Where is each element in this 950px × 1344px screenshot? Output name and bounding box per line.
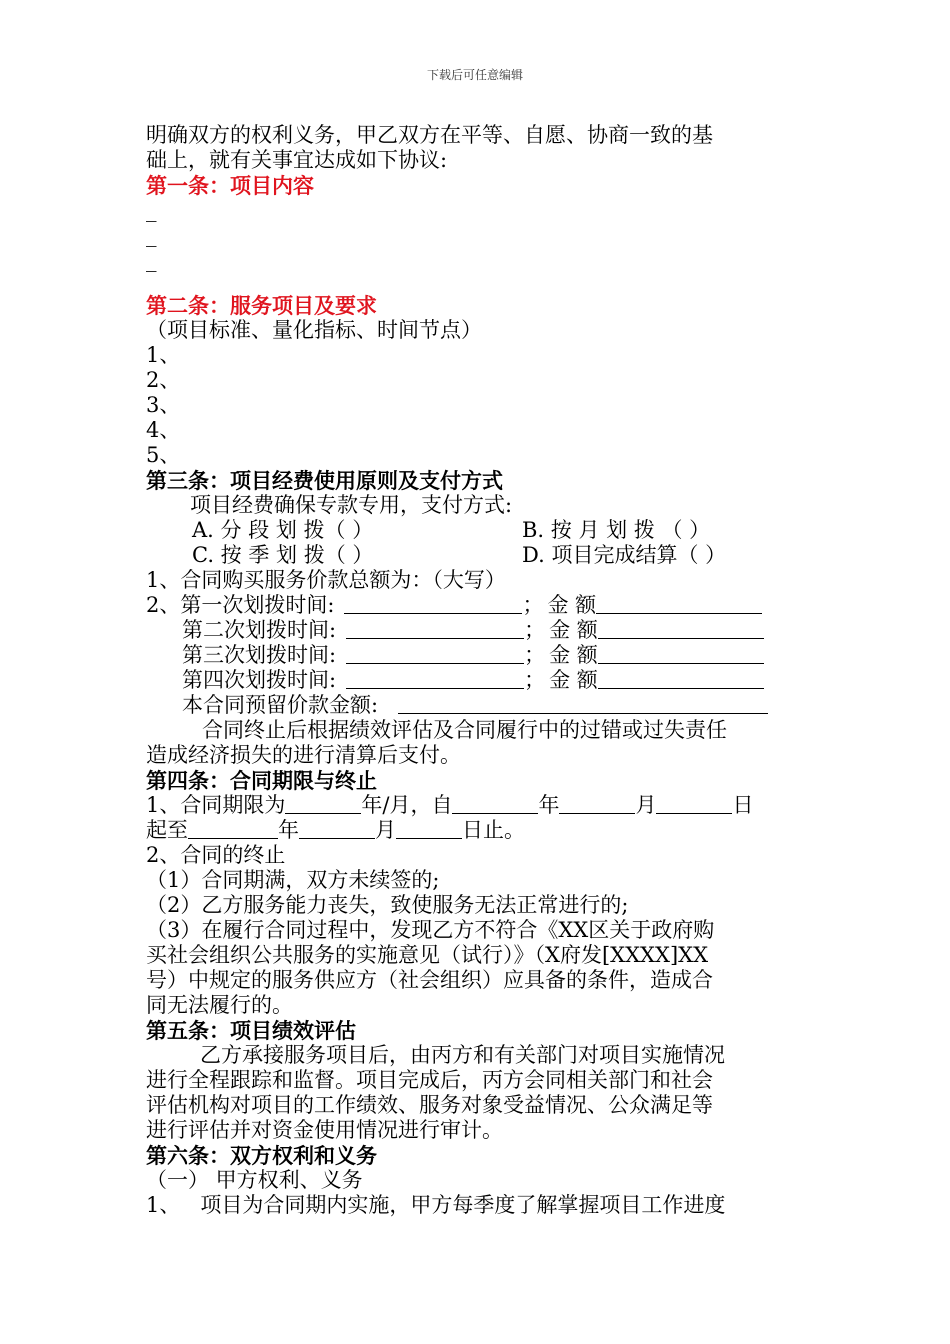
- article-5-line-1: 乙方承接服务项目后，由丙方和有关部门对项目实施情况: [200, 1043, 725, 1067]
- reserve-label: 本合同预留价款金额:: [182, 693, 379, 717]
- termination-item-2: （2）乙方服务能力丧失，致使服务无法正常进行的;: [146, 893, 629, 917]
- option-b[interactable]: B. 按 月 划 拨 （ ）: [522, 518, 711, 542]
- end-year-blank[interactable]: [188, 818, 278, 839]
- payment-1-amount-blank[interactable]: [596, 593, 762, 614]
- settlement-line-1: 合同终止后根据绩效评估及合同履行中的过错或过失责任: [202, 718, 727, 742]
- month-label: 月: [375, 818, 396, 842]
- reserve-amount-blank[interactable]: [398, 693, 768, 714]
- term-label: 1、合同期限为: [146, 793, 286, 817]
- termination-item-3-line-1: （3）在履行合同过程中，发现乙方不符合《XX区关于政府购: [146, 918, 715, 942]
- payment-row-3: [146, 643, 806, 668]
- amount-label: 金 额: [549, 643, 598, 667]
- payment-row-2: [146, 618, 806, 643]
- option-a[interactable]: A. 分 段 划 拨（ ）: [192, 518, 374, 542]
- termination-item-3-line-2: 买社会组织公共服务的实施意见（试行）》（X府发[XXXX]XX: [146, 943, 709, 967]
- option-d[interactable]: D. 项目完成结算（ ）: [522, 543, 727, 567]
- list-item: 4、: [146, 418, 181, 442]
- payment-3-amount-blank[interactable]: [598, 643, 764, 664]
- payment-prefix: 2、: [146, 593, 181, 617]
- article-5-line-4: 进行评估并对资金使用情况进行审计。: [146, 1118, 503, 1142]
- article-6-title: 第六条：双方权利和义务: [146, 1143, 377, 1168]
- payment-2-label: 第二次划拨时间:: [182, 618, 337, 642]
- article-5-line-2: 进行全程跟踪和监督。项目完成后，丙方会同相关部门和社会: [146, 1068, 713, 1092]
- article-5-line-3: 评估机构对项目的工作绩效、服务对象受益情况、公众满足等: [146, 1093, 713, 1117]
- article-2-note: （项目标准、量化指标、时间节点）: [146, 318, 482, 342]
- payment-row-1: [146, 593, 806, 618]
- term-unit: 年/月，自: [361, 793, 453, 817]
- contract-body: [146, 123, 806, 1218]
- start-year-blank[interactable]: [452, 793, 538, 814]
- end-month-blank[interactable]: [299, 818, 375, 839]
- separator: ；: [524, 618, 546, 642]
- until-label: 起至: [146, 818, 188, 842]
- settlement-line-2: 造成经济损失的进行清算后支付。: [146, 743, 461, 767]
- separator: ；: [524, 643, 546, 667]
- payment-row-4: [146, 668, 806, 693]
- article-6-sub-1: （一） 甲方权利、义务: [146, 1168, 363, 1192]
- payment-3-date-blank[interactable]: [346, 643, 524, 664]
- article-1-title: 第一条：项目内容: [146, 173, 314, 198]
- term-length-blank[interactable]: [285, 793, 361, 814]
- year-label: 年: [538, 793, 560, 817]
- payment-4-date-blank[interactable]: [346, 668, 524, 689]
- list-item: 3、: [146, 393, 181, 417]
- termination-title: 2、合同的终止: [146, 843, 286, 867]
- day-label: 日: [732, 793, 754, 817]
- term-line-1: [146, 793, 806, 818]
- year-label: 年: [278, 818, 299, 842]
- payment-options-row-2: [146, 543, 806, 568]
- termination-item-1: （1）合同期满，双方未续签的;: [146, 868, 440, 892]
- article-4-title: 第四条：合同期限与终止: [146, 768, 377, 793]
- start-day-blank[interactable]: [656, 793, 732, 814]
- amount-label: 金 额: [547, 593, 597, 617]
- reserve-row: [146, 693, 806, 718]
- list-item: 5、: [146, 443, 181, 467]
- end-label: 日止。: [462, 818, 525, 842]
- separator: ；: [524, 668, 546, 692]
- list-item: 2、: [146, 368, 181, 392]
- payment-3-label: 第三次划拨时间:: [182, 643, 337, 667]
- article-1-blank-2: _: [146, 223, 157, 247]
- term-line-2: [146, 818, 806, 843]
- amount-label: 金 额: [549, 668, 598, 692]
- payment-2-amount-blank[interactable]: [598, 618, 764, 639]
- separator: ；: [522, 593, 544, 617]
- list-item: 1、: [146, 343, 181, 367]
- article-5-title: 第五条：项目绩效评估: [146, 1018, 356, 1043]
- payment-2-date-blank[interactable]: [346, 618, 524, 639]
- article-6-item-1: 1、 项目为合同期内实施，甲方每季度了解掌握项目工作进度: [146, 1193, 726, 1217]
- article-1-blank-1: _: [146, 198, 157, 222]
- month-label: 月: [635, 793, 657, 817]
- article-3-title: 第三条：项目经费使用原则及支付方式: [146, 468, 503, 493]
- option-c[interactable]: C. 按 季 划 拨（ ）: [192, 543, 374, 567]
- payment-1-date-blank[interactable]: [344, 593, 522, 614]
- total-price-line: 1、合同购买服务价款总额为：（大写）: [146, 568, 506, 592]
- termination-item-3-line-4: 同无法履行的。: [146, 993, 293, 1017]
- article-3-lead: 项目经费确保专款专用，支付方式:: [190, 493, 513, 517]
- payment-1-label: 第一次划拨时间:: [180, 593, 335, 617]
- termination-item-3-line-3: 号）中规定的服务供应方（社会组织）应具备的条件，造成合: [146, 968, 713, 992]
- payment-options-row-1: [146, 518, 806, 543]
- article-2-title: 第二条：服务项目及要求: [146, 293, 377, 318]
- amount-label: 金 额: [549, 618, 598, 642]
- page-header: 下载后可任意编辑: [426, 68, 523, 82]
- start-month-blank[interactable]: [559, 793, 635, 814]
- article-1-blank-3: _: [146, 248, 157, 272]
- intro-line-2: 础上，就有关事宜达成如下协议:: [146, 148, 448, 172]
- payment-4-amount-blank[interactable]: [598, 668, 764, 689]
- intro-line-1: 明确双方的权利义务，甲乙双方在平等、自愿、协商一致的基: [146, 123, 713, 147]
- end-day-blank[interactable]: [396, 818, 462, 839]
- payment-4-label: 第四次划拨时间:: [182, 668, 337, 692]
